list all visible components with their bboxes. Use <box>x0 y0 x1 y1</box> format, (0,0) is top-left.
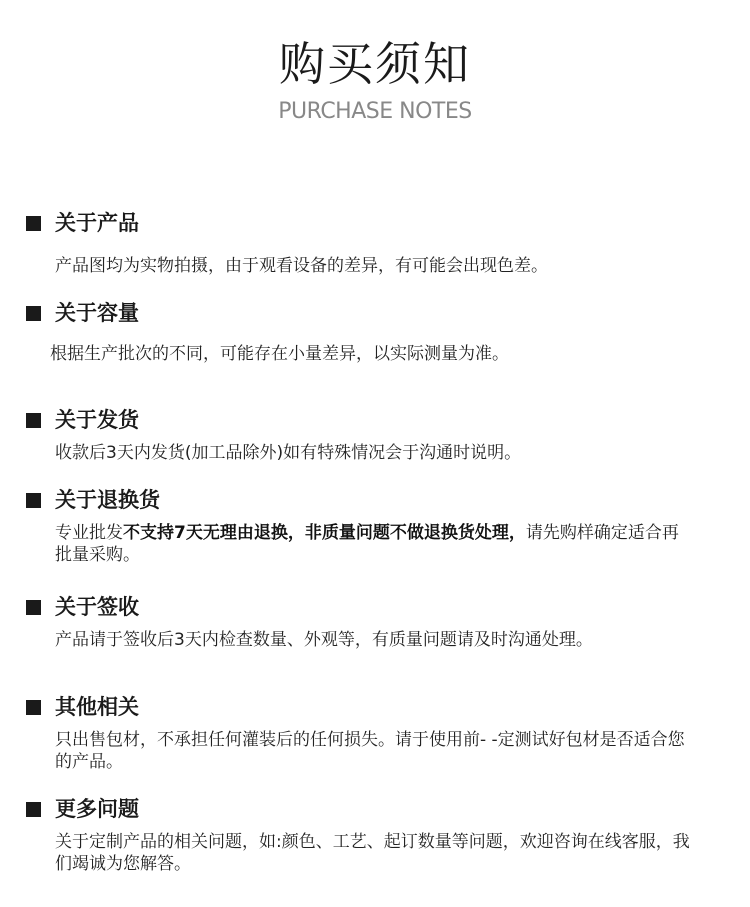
section-heading <box>26 485 160 515</box>
square-bullet-icon <box>26 700 41 715</box>
square-bullet-icon <box>26 306 41 321</box>
section-heading <box>26 405 139 435</box>
section-heading-label: 关于签收 <box>55 595 139 619</box>
returns-text-bold: 不支持7天无理由退换，非质量问题不做退换货处理， <box>123 523 526 543</box>
section-heading-label: 关于发货 <box>55 408 139 432</box>
section-body: 收款后3天内发货(加工品除外)如有特殊情况会于沟通时说明。 <box>55 443 522 463</box>
square-bullet-icon <box>26 413 41 428</box>
page-title: 购买须知 <box>279 37 471 91</box>
section-body: 只出售包材，不承担任何灌装后的任何损失。请于使用前- -定测试好包材是否适合您的产品。 <box>55 730 685 772</box>
section-heading-label: 关于容量 <box>55 301 139 325</box>
section-heading-label: 其他相关 <box>55 695 139 719</box>
section-heading-label: 更多问题 <box>55 797 139 821</box>
returns-text-post: 请先购样确定适合再批量采购。 <box>55 523 679 565</box>
section-heading <box>26 298 139 328</box>
section-body: 产品请于签收后3天内检查数量、外观等，有质量问题请及时沟通处理。 <box>55 630 593 650</box>
page-subtitle: PURCHASE NOTES <box>278 99 472 124</box>
section-heading <box>26 592 139 622</box>
returns-text-pre: 专业批发 <box>55 523 123 543</box>
section-heading-label: 关于退换货 <box>55 488 160 512</box>
section-heading <box>26 692 139 722</box>
square-bullet-icon <box>26 600 41 615</box>
section-body: 根据生产批次的不同，可能存在小量差异，以实际测量为准。 <box>50 344 509 364</box>
section-body: 产品图均为实物拍摄，由于观看设备的差异，有可能会出现色差。 <box>55 256 548 276</box>
section-heading <box>26 794 139 824</box>
section-body: 关于定制产品的相关问题，如:颜色、工艺、起订数量等问题，欢迎咨询在线客服，我们竭诚为您解答。 <box>55 832 690 874</box>
section-heading <box>26 208 139 238</box>
square-bullet-icon <box>26 493 41 508</box>
section-heading-label: 关于产品 <box>55 211 139 235</box>
square-bullet-icon <box>26 802 41 817</box>
section-body <box>55 522 695 566</box>
square-bullet-icon <box>26 216 41 231</box>
